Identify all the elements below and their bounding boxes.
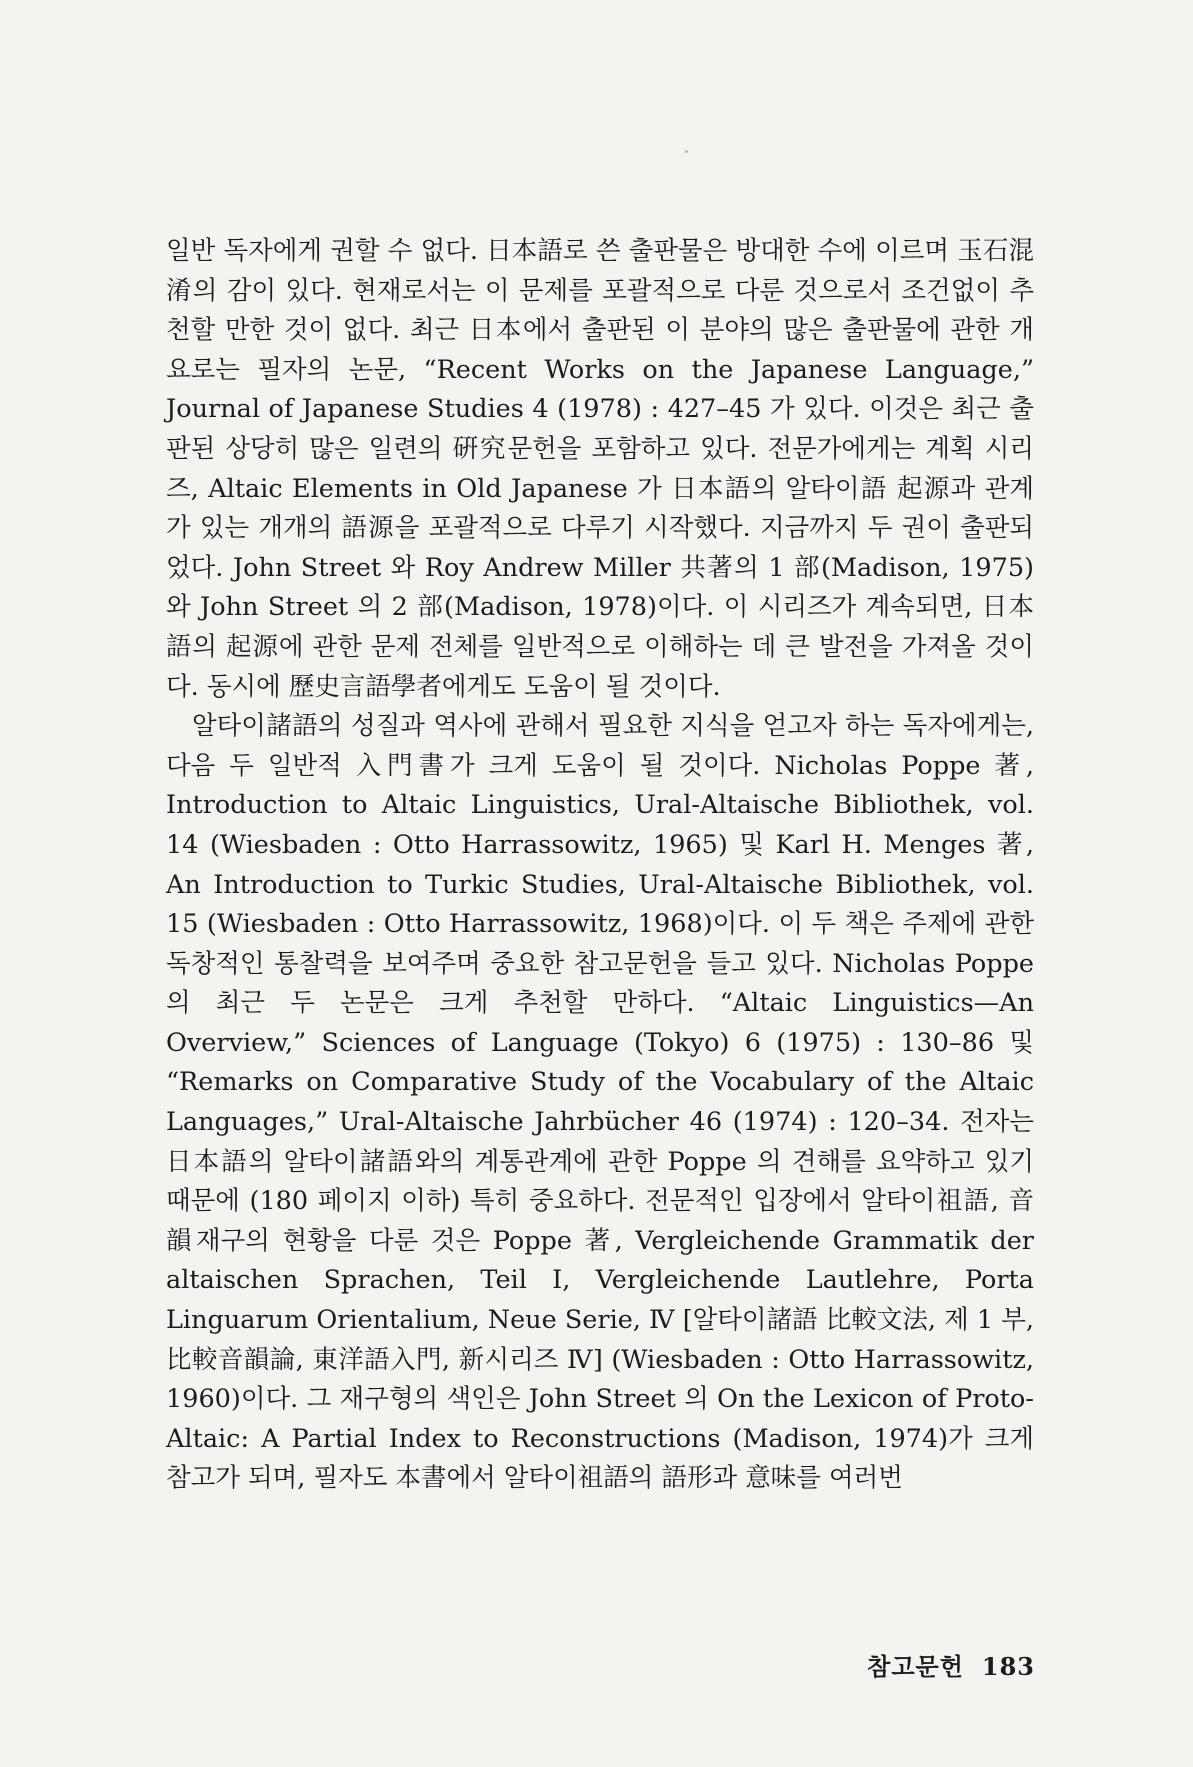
page-footer <box>810 1647 1035 1682</box>
paragraph-2: 알타이諸語의 성질과 역사에 관해서 필요한 지식을 얻고자 하는 독자에게는, 다음 두 일반적 入門書가 크게 도움이 될 것이다. Nicholas Poppe 著, Introduction to Altaic Linguistics, Ural-Altaische Bibliothek, vol. 14 (Wiesbaden : Otto Harrassowitz, 1965) 및 Karl H. Menges 著, An Introduction to Turkic Studies, Ural-Altaische Bibliothek, vol. 15 (Wiesbaden : Otto Harrassowitz, 1968)이다. 이 두 책은 주제에 관한 독창적인 통찰력을 보여주며 중요한 참고문헌을 들고 있다. Nicholas Poppe 의 최근 두 논문은 크게 추천할 만하다. “Altaic Linguistics—An Overview,” Sciences of Language (Tokyo) 6 (1975) : 130–86 및 “Remarks on Comparative Study of the Vocabulary of the Altaic Languages,” Ural-Altaische Jahrbücher 46 (1974) : 120–34. 전자는 日本語의 알타이諸語와의 계통관계에 관한 Poppe 의 견해를 요약하고 있기 때문에 (180 페이지 이하) 특히 중요하다. 전문적인 입장에서 알타이祖語, 音韻재구의 현황을 다룬 것은 Poppe 著, Vergleichende Grammatik der altaischen Sprachen, Teil I, Vergleichende Lautlehre, Porta Linguarum Orientalium, Neue Serie, Ⅳ [알타이諸語 比較文法, 제 1 부, 比較音韻論, 東洋語入門, 新시리즈 Ⅳ] (Wiesbaden : Otto Harrassowitz, 1960)이다. 그 재구형의 색인은 John Street 의 On the Lexicon of Proto-Altaic: A Partial Index to Reconstructions (Madison, 1974)가 크게 참고가 되며, 필자도 本書에서 알타이祖語의 語形과 意味를 여러번 <box>166 711 1034 1494</box>
running-head: 참고문헌 <box>867 1652 964 1681</box>
body-text <box>166 232 1034 1499</box>
paragraph-1: 일반 독자에게 권할 수 없다. 日本語로 쓴 출판물은 방대한 수에 이르며 玉石混淆의 감이 있다. 현재로서는 이 문제를 포괄적으로 다룬 것으로서 조건없이 추천할 만한 것이 없다. 최근 日本에서 출판된 이 분야의 많은 출판물에 관한 개요로는 필자의 논문, “Recent Works on the Japanese Language,” Journal of Japanese Studies 4 (1978) : 427–45 가 있다. 이것은 최근 출판된 상당히 많은 일련의 硏究문헌을 포함하고 있다. 전문가에게는 계획 시리즈, Altaic Elements in Old Japanese 가 日本語의 알타이語 起源과 관계가 있는 개개의 語源을 포괄적으로 다루기 시작했다. 지금까지 두 권이 출판되었다. John Street 와 Roy Andrew Miller 共著의 1 部(Madison, 1975)와 John Street 의 2 部(Madison, 1978)이다. 이 시리즈가 계속되면, 日本語의 起源에 관한 문제 전체를 일반적으로 이해하는 데 큰 발전을 가져올 것이다. 동시에 歷史言語學者에게도 도움이 될 것이다. <box>166 236 1034 702</box>
page-number: 183 <box>981 1652 1035 1681</box>
scan-speck <box>685 150 688 153</box>
